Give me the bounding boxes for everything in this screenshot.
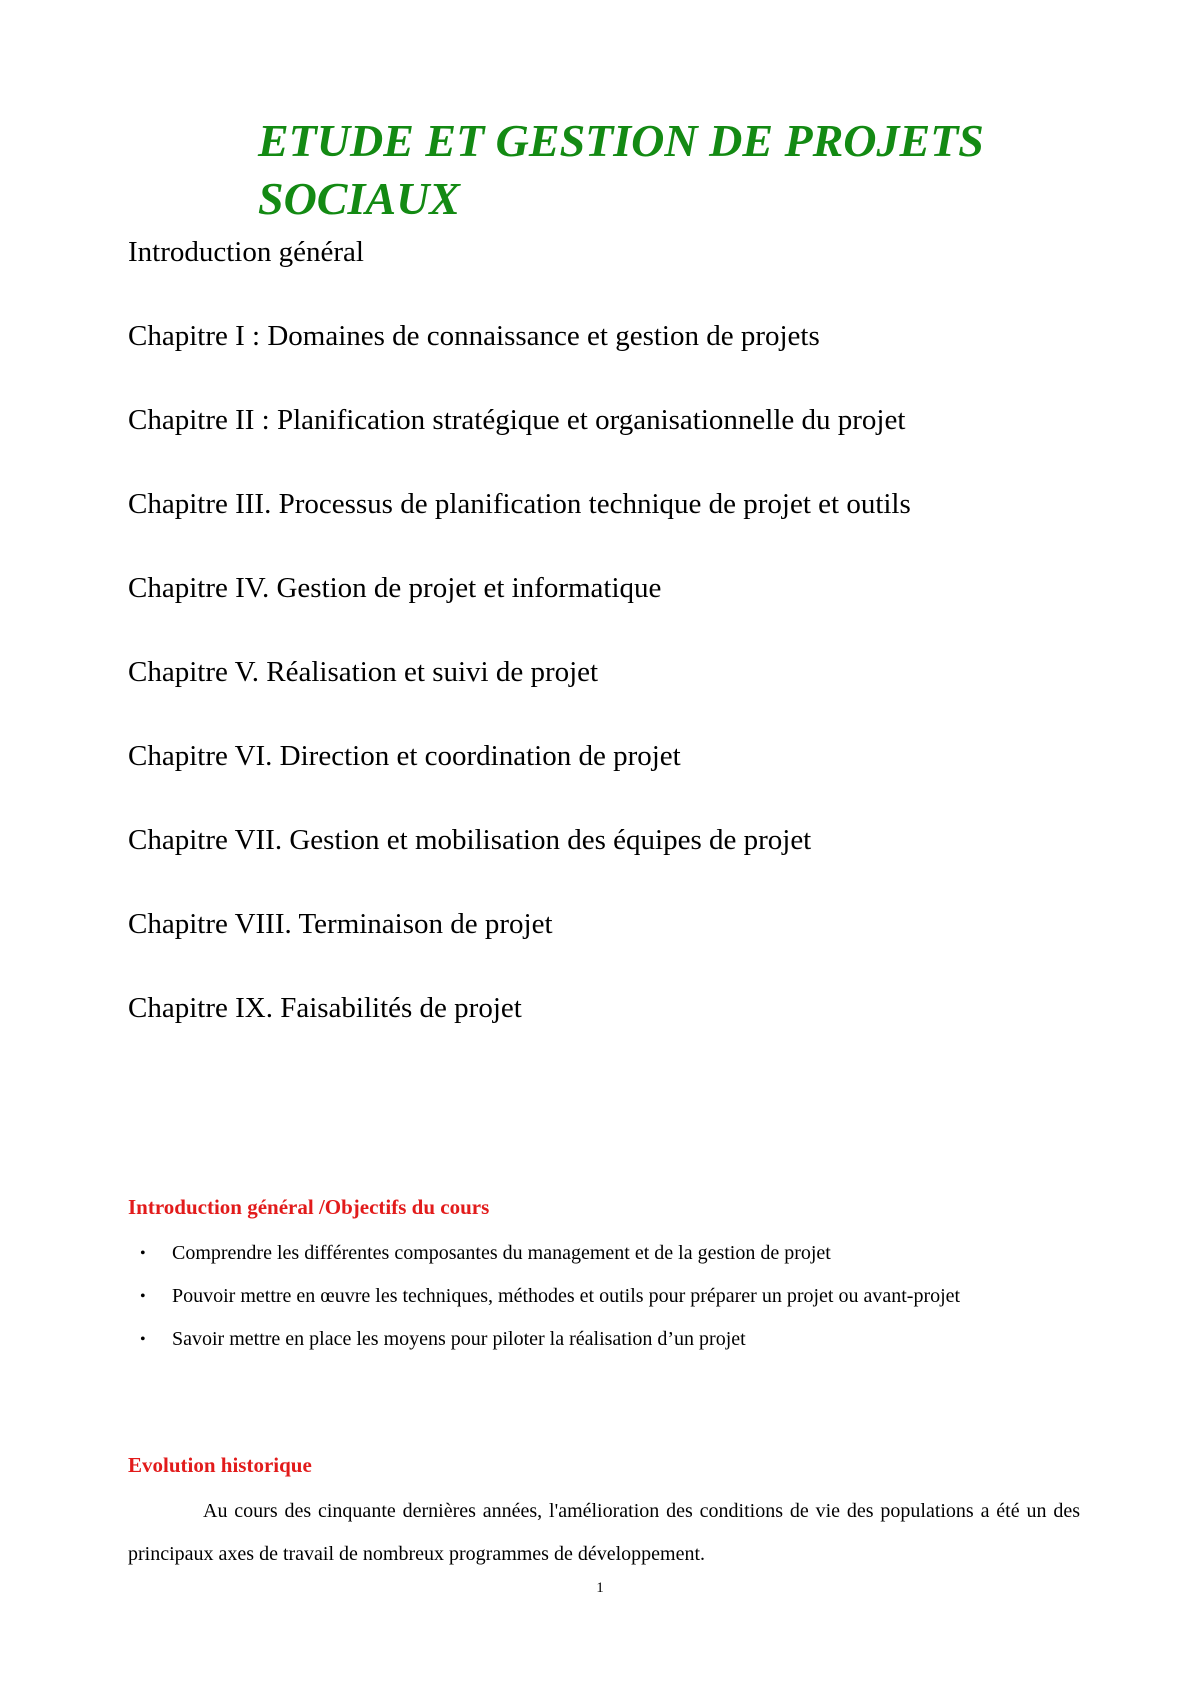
bullet-icon: • xyxy=(140,1288,146,1305)
bullet-icon: • xyxy=(140,1245,146,1262)
toc-item: Chapitre VIII. Terminaison de projet xyxy=(128,908,553,940)
history-heading: Evolution historique xyxy=(128,1453,312,1477)
toc-item: Chapitre IX. Faisabilités de projet xyxy=(128,992,522,1024)
toc-item: Chapitre VI. Direction et coordination de projet xyxy=(128,740,681,772)
history-paragraph: Au cours des cinquante dernières années, l'amélioration des conditions de vie des populations a été un des principaux axes de travail de nombreux programmes de développement. xyxy=(128,1500,1080,1565)
bullet-icon: • xyxy=(140,1331,146,1348)
list-item-text: Pouvoir mettre en œuvre les techniques, méthodes et outils pour préparer un projet ou avant-projet xyxy=(172,1285,961,1307)
table-of-contents xyxy=(128,234,1108,1074)
toc-item: Chapitre V. Réalisation et suivi de projet xyxy=(128,656,599,688)
toc-item: Chapitre VII. Gestion et mobilisation des équipes de projet xyxy=(128,824,812,856)
toc-item: Chapitre I : Domaines de connaissance et gestion de projets xyxy=(128,320,820,352)
page-number: 1 xyxy=(596,1580,604,1596)
document-title: ETUDE ET GESTION DE PROJETS SOCIAUX xyxy=(258,115,984,224)
list-item-text: Comprendre les différentes composantes du management et de la gestion de projet xyxy=(172,1242,831,1264)
objectives-heading: Introduction général /Objectifs du cours xyxy=(128,1195,490,1219)
list-item xyxy=(140,1275,1100,1318)
toc-item: Chapitre II : Planification stratégique et organisationnelle du projet xyxy=(128,404,906,436)
toc-item: Chapitre III. Processus de planification technique de projet et outils xyxy=(128,488,911,520)
list-item-text: Savoir mettre en place les moyens pour piloter la réalisation d’un projet xyxy=(172,1328,746,1350)
toc-item: Introduction général xyxy=(128,236,364,268)
objectives-list xyxy=(140,1232,1100,1361)
list-item xyxy=(140,1318,1100,1361)
list-item xyxy=(140,1232,1100,1275)
toc-item: Chapitre IV. Gestion de projet et informatique xyxy=(128,572,662,604)
